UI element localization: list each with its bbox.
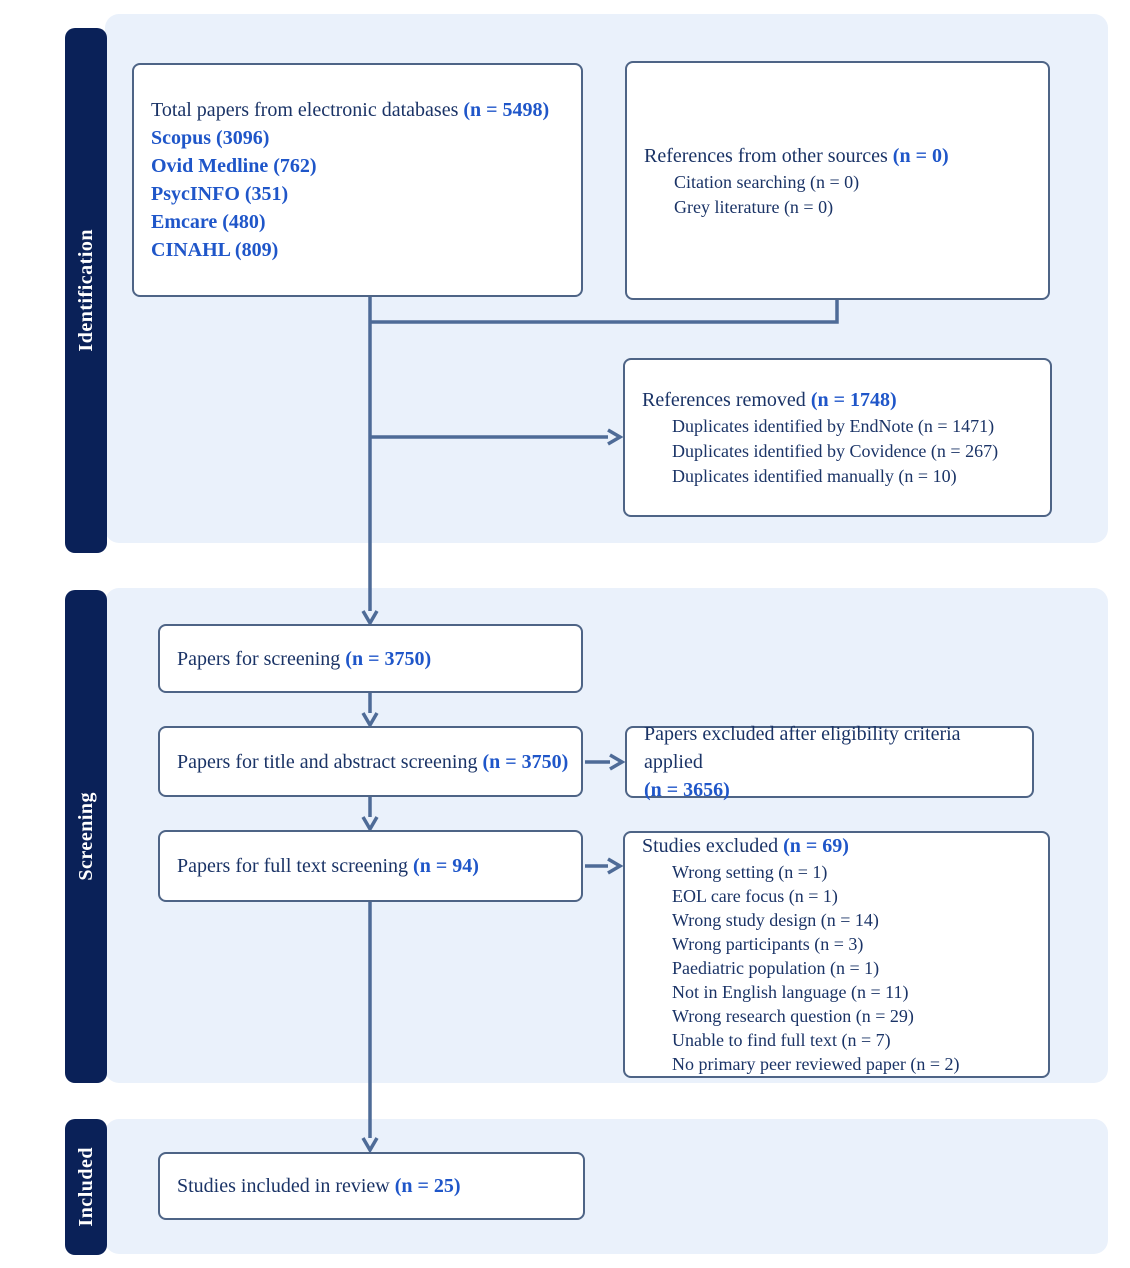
references-removed-item: Duplicates identified by Covidence (n = 267) [672, 441, 999, 461]
included-count: (n = 25) [394, 1175, 461, 1197]
identification-sidebar [65, 28, 107, 553]
references-removed-item: Duplicates identified manually (n = 10) [672, 466, 957, 486]
excluded-eligibility-title: Papers excluded after eligibility criteria applied [644, 723, 961, 773]
other-sources-item: Citation searching (n = 0) [674, 171, 860, 192]
included-title-line [177, 1172, 571, 1200]
studies-excluded-title-line [642, 833, 1036, 860]
full-text-title-line [177, 852, 569, 880]
included-sidebar [65, 1119, 107, 1255]
full-text-box [158, 830, 583, 902]
database-item: Ovid Medline (762) [151, 155, 317, 177]
studies-excluded-count: (n = 69) [783, 835, 849, 857]
other-sources-count: (n = 0) [892, 144, 949, 167]
exclusion-reason: Wrong research question (n = 29) [672, 1006, 914, 1026]
database-item: Scopus (3096) [151, 127, 270, 149]
references-removed-title: References removed [642, 389, 806, 411]
studies-excluded-box [623, 831, 1050, 1078]
exclusion-reason: No primary peer reviewed paper (n = 2) [672, 1054, 960, 1074]
databases-title: Total papers from electronic databases [151, 99, 459, 121]
full-text-count: (n = 94) [413, 855, 479, 877]
screening-sidebar [65, 590, 107, 1083]
exclusion-reason: EOL care focus (n = 1) [672, 886, 838, 906]
databases-count: (n = 5498) [463, 99, 550, 121]
title-abstract-title-line [177, 748, 569, 776]
excluded-eligibility-box [625, 723, 1034, 801]
database-item: Emcare (480) [151, 211, 266, 233]
title-abstract-box [158, 726, 583, 797]
exclusion-reason: Wrong setting (n = 1) [672, 862, 828, 882]
exclusion-reason: Not in English language (n = 11) [672, 982, 909, 1002]
other-sources-box [625, 61, 1050, 300]
references-removed-title-line [642, 386, 1038, 414]
screening-title-line [177, 645, 569, 673]
other-sources-title-line [644, 142, 1036, 170]
included-title: Studies included in review [177, 1175, 390, 1197]
identification-label: Identification [74, 229, 97, 352]
studies-excluded-title: Studies excluded [642, 835, 779, 857]
excluded-eligibility-count: (n = 3656) [644, 779, 730, 801]
included-label: Included [74, 1147, 97, 1227]
screening-title: Papers for screening [177, 647, 341, 670]
databases-title-line [151, 96, 569, 124]
screening-label: Screening [74, 792, 97, 881]
exclusion-reason: Wrong study design (n = 14) [672, 910, 879, 930]
title-abstract-title: Papers for title and abstract screening [177, 750, 478, 773]
database-item: CINAHL (809) [151, 239, 279, 261]
exclusion-reason: Wrong participants (n = 3) [672, 934, 864, 954]
database-item: PsycINFO (351) [151, 183, 289, 205]
screening-count: (n = 3750) [345, 647, 432, 670]
references-removed-box [623, 358, 1052, 517]
title-abstract-count: (n = 3750) [482, 750, 569, 773]
full-text-title: Papers for full text screening [177, 855, 409, 877]
exclusion-reason: Paediatric population (n = 1) [672, 958, 880, 978]
screening-box [158, 624, 583, 693]
exclusion-reason: Unable to find full text (n = 7) [672, 1030, 891, 1050]
references-removed-item: Duplicates identified by EndNote (n = 1471) [672, 416, 995, 436]
other-sources-item: Grey literature (n = 0) [674, 196, 834, 217]
databases-box [132, 63, 583, 297]
references-removed-count: (n = 1748) [810, 389, 897, 411]
other-sources-title: References from other sources [644, 144, 888, 167]
included-box [158, 1152, 585, 1220]
